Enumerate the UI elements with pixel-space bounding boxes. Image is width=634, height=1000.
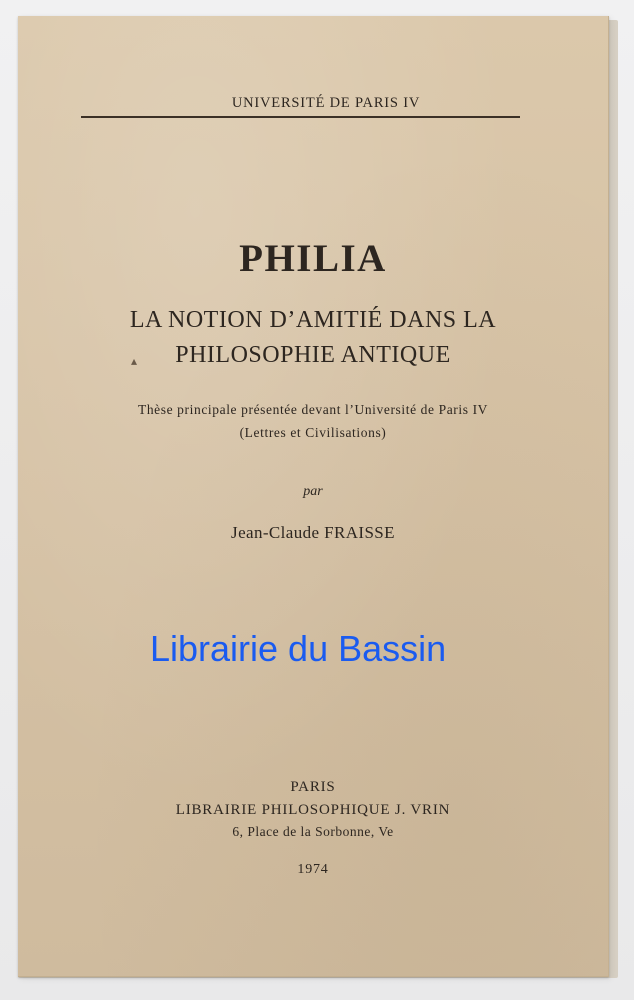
book-subtitle-line-2: PHILOSOPHIE ANTIQUE	[175, 342, 451, 368]
publisher-name: LIBRAIRIE PHILOSOPHIQUE J. VRIN	[175, 802, 451, 818]
thesis-line-1: Thèse principale présentée devant l’Université de Paris IV	[137, 402, 489, 417]
small-print-mark-icon: ▴	[131, 354, 138, 368]
header-rule	[81, 116, 520, 118]
book-title: PHILIA	[239, 237, 387, 280]
publication-year: 1974	[297, 862, 329, 877]
bookseller-watermark: Librairie du Bassin	[150, 628, 447, 669]
thesis-line-2: (Lettres et Civilisations)	[239, 425, 387, 440]
book-subtitle-line-1: LA NOTION D’AMITIÉ DANS LA	[129, 307, 497, 333]
university-header: UNIVERSITÉ DE PARIS IV	[231, 95, 421, 111]
publication-city: PARIS	[290, 779, 336, 795]
publisher-address: 6, Place de la Sorbonne, Ve	[232, 824, 394, 839]
author-name: Jean-Claude FRAISSE	[231, 523, 395, 542]
book-cover	[18, 16, 609, 977]
by-label: par	[303, 484, 323, 499]
